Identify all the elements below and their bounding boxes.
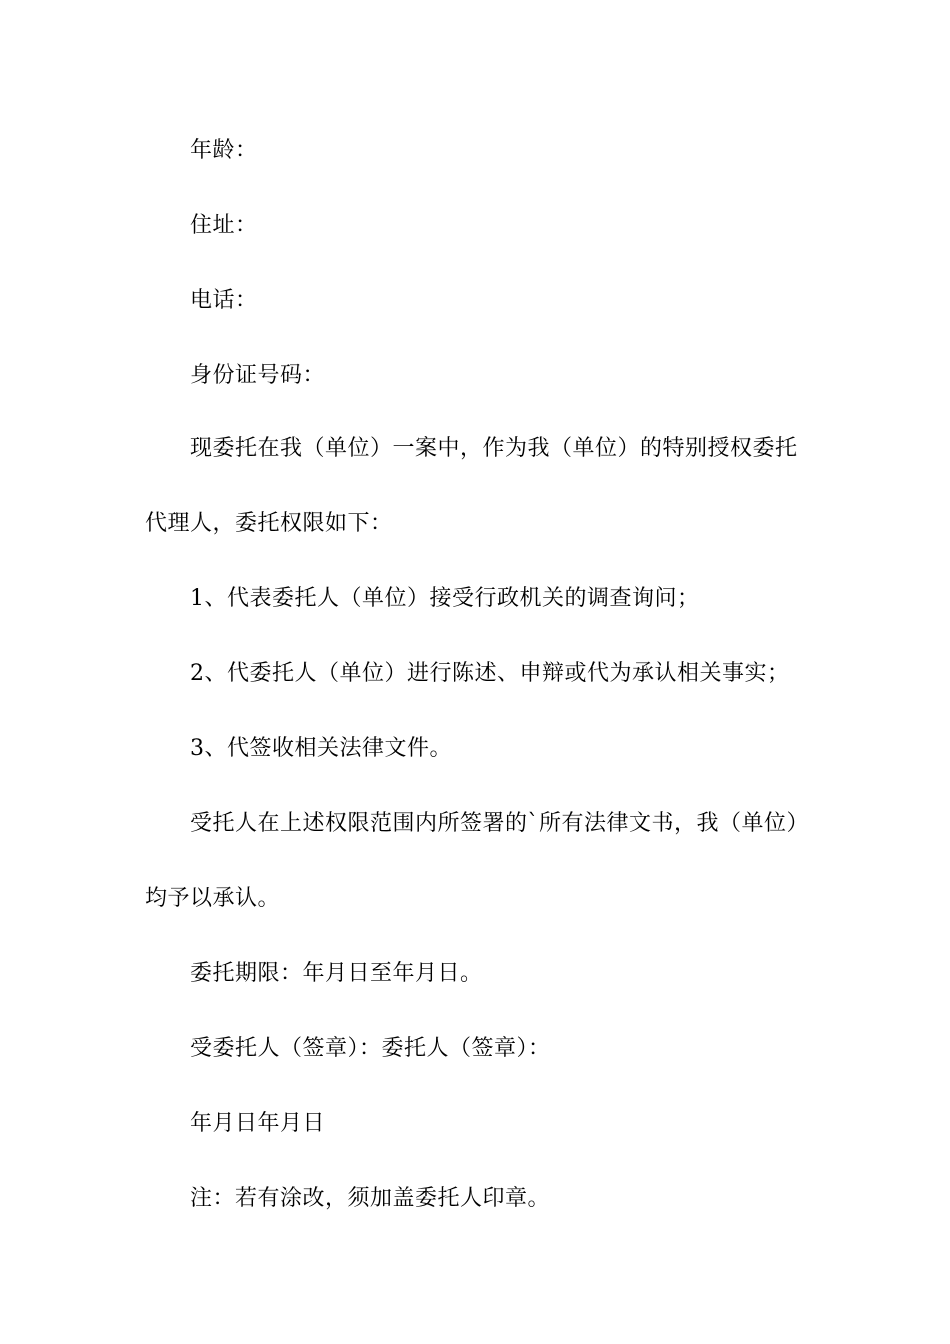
id-number-field-label: 身份证号码：	[190, 363, 326, 388]
age-field-label: 年龄：	[190, 138, 258, 163]
authorization-period: 委托期限：年月日至年月日。	[190, 961, 483, 986]
signature-dates: 年月日年月日	[190, 1111, 326, 1136]
authorization-paragraph-line-1: 现委托在我（单位）一案中，作为我（单位）的特别授权委托	[190, 436, 798, 461]
phone-field-label: 电话：	[190, 288, 258, 313]
authority-item-2: 2、代委托人（单位）进行陈述、申辩或代为承认相关事实；	[190, 661, 790, 686]
signature-labels: 受委托人（签章）：委托人（签章）：	[190, 1036, 551, 1061]
acknowledgement-paragraph-line-2: 均予以承认。	[145, 886, 281, 911]
alteration-note: 注：若有涂改，须加盖委托人印章。	[190, 1186, 551, 1211]
authority-item-3: 3、代签收相关法律文件。	[190, 736, 452, 761]
authority-item-1: 1、代表委托人（单位）接受行政机关的调查询问；	[190, 586, 700, 611]
authorization-paragraph-line-2: 代理人，委托权限如下：	[145, 511, 393, 536]
acknowledgement-paragraph-line-1: 受托人在上述权限范围内所签署的`所有法律文书，我（单位）	[190, 811, 810, 836]
address-field-label: 住址：	[190, 213, 258, 238]
